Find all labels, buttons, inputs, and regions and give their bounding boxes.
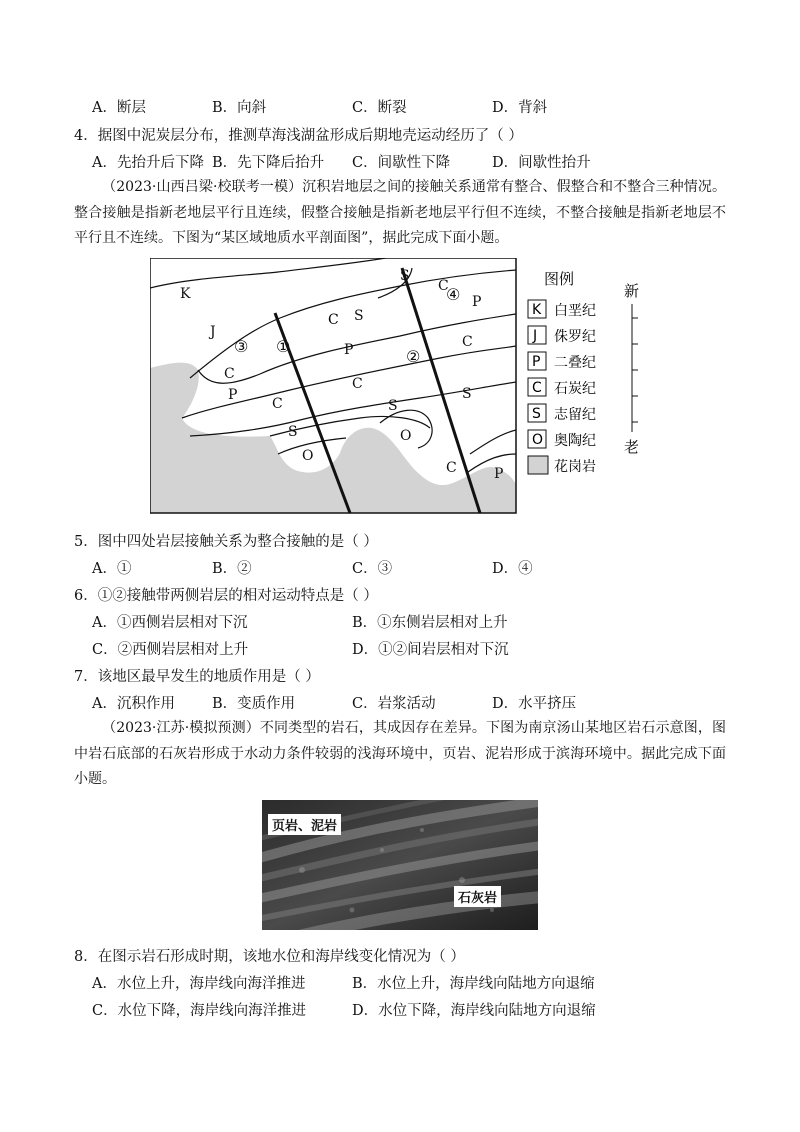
q8-option-a: A．水位上升，海岸线向海洋推进 — [92, 976, 306, 992]
legend-code-k: K — [532, 302, 542, 318]
marker-1: ① — [276, 337, 291, 356]
legend-name-o: 奥陶纪 — [554, 433, 596, 449]
map-legend — [528, 270, 639, 475]
marker-3: ③ — [234, 337, 249, 356]
region-label: C — [438, 278, 449, 294]
legend-code-o: O — [532, 432, 544, 448]
q5-option-c: C．③ — [352, 561, 393, 577]
q6-options-ab — [0, 611, 800, 633]
q7-option-a: A．沉积作用 — [92, 696, 175, 712]
q7-stem: 7．该地区最早发生的地质作用是（ ） — [74, 669, 320, 685]
region-label: C — [462, 334, 473, 350]
legend-code-c: C — [532, 380, 542, 396]
q6-option-a: A．①西侧岩层相对下沉 — [92, 615, 248, 631]
legend-title: 图例 — [544, 270, 575, 288]
q6-options-cd — [0, 638, 800, 660]
legend-name-granite: 花岗岩 — [554, 459, 596, 475]
legend-name-s: 志留纪 — [554, 407, 596, 423]
region-label: S — [400, 268, 410, 284]
q7-option-b: B．变质作用 — [212, 696, 296, 712]
q3-options — [0, 96, 800, 118]
region-label: S — [462, 386, 472, 402]
legend-name-k: 白垩纪 — [554, 303, 596, 319]
q4-option-c: C．间歇性下降 — [352, 155, 451, 171]
q8-option-c: C．水位下降，海岸线向海洋推进 — [92, 1003, 307, 1019]
region-label: P — [344, 342, 354, 358]
legend-granite-swatch — [528, 456, 548, 474]
legend-name-p: 二叠纪 — [554, 355, 596, 371]
legend-name-j: 侏罗纪 — [554, 329, 596, 345]
marker-2: ② — [406, 347, 421, 366]
region-label: P — [228, 387, 238, 403]
q8-stem: 8．在图示岩石形成时期，该地水位和海岸线变化情况为（ ） — [74, 949, 465, 965]
region-label: C — [328, 312, 339, 328]
q8-option-d: D．水位下降，海岸线向陆地方向退缩 — [352, 1003, 596, 1019]
q6-option-c: C．②西侧岩层相对上升 — [92, 642, 249, 658]
q4-option-b: B．先下降后抬升 — [212, 155, 325, 171]
q6-option-d: D．①②间岩层相对下沉 — [352, 642, 509, 658]
region-label: P — [494, 466, 504, 482]
q8-options-cd — [0, 999, 800, 1021]
q4-option-d: D．间歇性抬升 — [492, 155, 591, 171]
q5-option-b: B．② — [212, 561, 252, 577]
region-label: P — [472, 294, 482, 310]
region-label: O — [400, 428, 412, 444]
q3-option-d: D．背斜 — [492, 100, 548, 116]
region-label: C — [352, 376, 363, 392]
q5-option-a: A．① — [92, 561, 132, 577]
region-label: C — [224, 366, 235, 382]
region-label: C — [446, 460, 457, 476]
q6-option-b: B．①东侧岩层相对上升 — [352, 615, 508, 631]
marker-4: ④ — [446, 285, 461, 304]
photo-label-limestone: 石灰岩 — [454, 886, 501, 907]
q5-option-d: D．④ — [492, 561, 533, 577]
q8-options-ab — [0, 972, 800, 994]
rock-photo — [262, 800, 538, 930]
q4-option-a: A．先抬升后下降 — [92, 155, 204, 171]
age-old-label: 老 — [624, 438, 640, 456]
q8-option-b: B．水位上升，海岸线向陆地方向退缩 — [352, 976, 595, 992]
region-label: S — [388, 398, 398, 414]
region-label: J — [210, 324, 216, 340]
q7-options — [0, 692, 800, 714]
age-new-label: 新 — [624, 282, 640, 300]
geologic-section-map — [150, 258, 650, 518]
q3-option-a: A．断层 — [92, 100, 146, 116]
q7-option-d: D．水平挤压 — [492, 696, 577, 712]
legend-code-p: P — [532, 354, 541, 370]
q5-options — [0, 557, 800, 579]
q4-options — [0, 151, 800, 173]
region-label: S — [288, 424, 298, 440]
q5-stem: 5．图中四处岩层接触关系为整合接触的是（ ） — [74, 534, 378, 550]
legend-name-c: 石炭纪 — [554, 381, 596, 397]
legend-code-s: S — [532, 406, 541, 422]
q4-stem: 4．据图中泥炭层分布，推测草海浅湖盆形成后期地壳运动经历了（ ） — [74, 128, 523, 144]
q3-option-c: C．断裂 — [352, 100, 407, 116]
photo-label-shale-mudstone: 页岩、泥岩 — [268, 814, 341, 835]
legend-code-j: J — [533, 328, 538, 344]
region-label: O — [302, 448, 314, 464]
intro-rock-types: （2023·江苏·模拟预测）不同类型的岩石，其成因存在差异。下图为南京汤山某地区岩石示意图，图中岩石底部的石灰岩形成于水动力条件较弱的浅海环境中，页岩、泥岩形成于滨海环境中。据此完成下面小题。 — [74, 720, 726, 787]
region-label: K — [180, 286, 191, 302]
region-label: S — [354, 308, 364, 324]
q7-option-c: C．岩浆活动 — [352, 696, 436, 712]
intro-geology-contacts: （2023·山西吕梁·校联考一模）沉积岩地层之间的接触关系通常有整合、假整合和不整合三种情况。整合接触是指新老地层平行且连续，假整合接触是指新老地层平行但不连续，不整合接触是指新老地层不平行且不连续。下图为“某区域地质水平剖面图”，据此完成下面小题。 — [74, 179, 726, 246]
q3-option-b: B．向斜 — [212, 100, 267, 116]
region-label: C — [272, 396, 283, 412]
q6-stem: 6．①②接触带两侧岩层的相对运动特点是（ ） — [74, 588, 378, 604]
